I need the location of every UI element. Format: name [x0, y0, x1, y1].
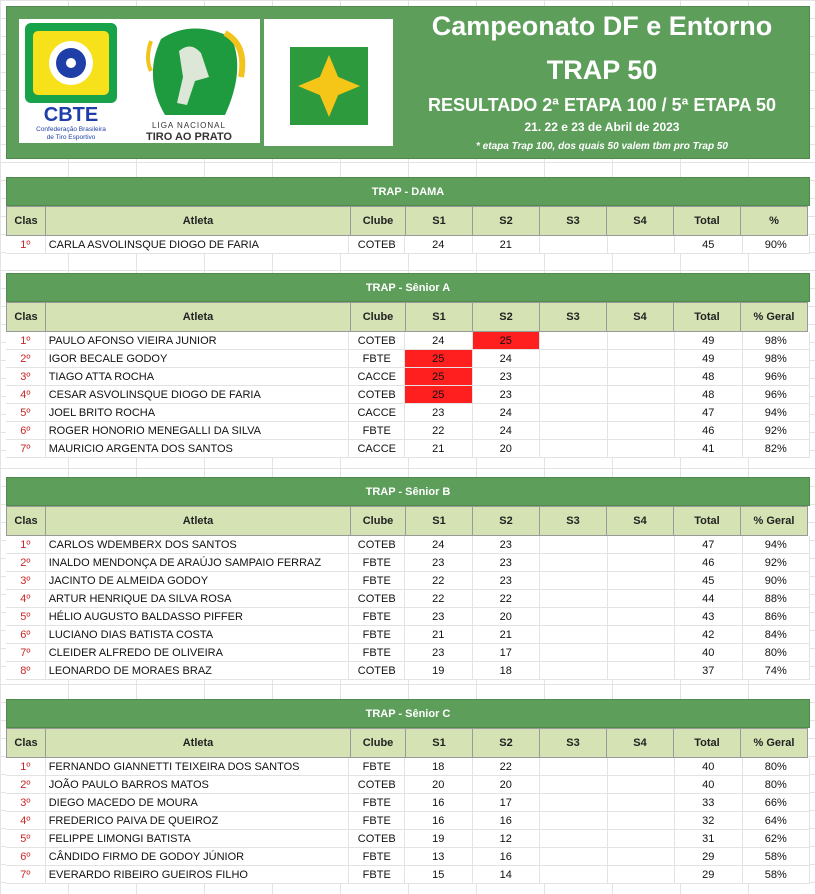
cell-s3[interactable] [540, 386, 608, 404]
cell-s1[interactable]: 20 [405, 776, 473, 794]
cell-athlete[interactable]: INALDO MENDONÇA DE ARAÚJO SAMPAIO FERRAZ [46, 554, 350, 572]
column-header-clas: Clas [6, 206, 46, 236]
column-header-s1: S1 [405, 206, 473, 236]
cell-s1[interactable]: 21 [405, 626, 473, 644]
table-header-row [6, 302, 810, 332]
column-header-percent: % [740, 206, 808, 236]
cell-s1[interactable]: 19 [405, 830, 473, 848]
cell-s4[interactable] [608, 812, 676, 830]
cell-percent[interactable]: 80% [743, 776, 811, 794]
cell-athlete[interactable]: TIAGO ATTA ROCHA [46, 368, 350, 386]
cell-club[interactable]: FBTE [349, 626, 405, 644]
cell-percent[interactable]: 74% [743, 662, 811, 680]
cell-s1[interactable]: 25 [405, 368, 473, 386]
cell-total[interactable]: 40 [675, 644, 743, 662]
column-header-percent: % Geral [740, 506, 808, 536]
table-row [6, 332, 810, 350]
cell-s2[interactable]: 20 [473, 776, 541, 794]
cell-total[interactable]: 45 [675, 572, 743, 590]
cell-total[interactable]: 32 [675, 812, 743, 830]
cell-athlete[interactable]: HÉLIO AUGUSTO BALDASSO PIFFER [46, 608, 350, 626]
cell-club[interactable]: CACCE [349, 404, 405, 422]
cell-s2[interactable]: 20 [473, 440, 541, 458]
cell-club[interactable]: COTEB [349, 776, 405, 794]
liga-logo [121, 19, 260, 143]
cell-total[interactable]: 29 [675, 866, 743, 884]
cell-percent[interactable]: 96% [743, 386, 811, 404]
cell-percent[interactable]: 82% [743, 440, 811, 458]
cell-s2[interactable]: 23 [473, 368, 541, 386]
cell-s4[interactable] [608, 830, 676, 848]
table-row [6, 422, 810, 440]
cell-clas[interactable]: 8º [6, 662, 46, 680]
cell-s2[interactable]: 24 [473, 404, 541, 422]
column-header-s1: S1 [405, 506, 473, 536]
column-header-s4: S4 [606, 506, 674, 536]
cell-club[interactable]: COTEB [349, 536, 405, 554]
column-header-s2: S2 [472, 506, 540, 536]
cell-s2[interactable]: 16 [473, 848, 541, 866]
cell-s1[interactable]: 16 [405, 794, 473, 812]
cell-s3[interactable] [540, 830, 608, 848]
cell-clas[interactable]: 4º [6, 590, 46, 608]
column-header-s4: S4 [606, 302, 674, 332]
cell-athlete[interactable]: JOÃO PAULO BARROS MATOS [46, 776, 350, 794]
cell-clas[interactable]: 6º [6, 848, 46, 866]
cell-club[interactable]: COTEB [349, 830, 405, 848]
table-row [6, 554, 810, 572]
column-header-total: Total [673, 728, 741, 758]
result-heading: RESULTADO 2ª ETAPA 100 / 5ª ETAPA 50 [427, 95, 777, 115]
column-header-club: Clube [350, 302, 406, 332]
cell-total[interactable]: 49 [675, 350, 743, 368]
cell-athlete[interactable]: CARLOS WDEMBERX DOS SANTOS [46, 536, 350, 554]
cell-percent[interactable]: 94% [743, 536, 811, 554]
cell-s4[interactable] [608, 350, 676, 368]
cell-s1[interactable]: 25 [405, 386, 473, 404]
cell-clas[interactable]: 4º [6, 812, 46, 830]
cell-percent[interactable]: 88% [743, 590, 811, 608]
cell-athlete[interactable]: CARLA ASVOLINSQUE DIOGO DE FARIA [46, 236, 350, 254]
cell-clas[interactable]: 1º [6, 236, 46, 254]
cell-s2[interactable]: 21 [473, 626, 541, 644]
cell-s1[interactable]: 22 [405, 422, 473, 440]
cell-s2[interactable]: 12 [473, 830, 541, 848]
results-section [6, 477, 810, 680]
table-row [6, 794, 810, 812]
cell-s4[interactable] [608, 758, 676, 776]
cbte-abbr: CBTE [43, 104, 99, 126]
column-header-s3: S3 [539, 506, 607, 536]
cell-s2[interactable]: 22 [473, 758, 541, 776]
cell-s4[interactable] [608, 368, 676, 386]
cell-total[interactable]: 31 [675, 830, 743, 848]
cell-s3[interactable] [540, 794, 608, 812]
table-row [6, 812, 810, 830]
cell-club[interactable]: COTEB [349, 332, 405, 350]
cell-s3[interactable] [540, 332, 608, 350]
cell-club[interactable]: FBTE [349, 794, 405, 812]
cell-club[interactable]: FBTE [349, 644, 405, 662]
column-header-club: Clube [350, 506, 406, 536]
cell-s1[interactable]: 25 [405, 350, 473, 368]
cell-s4[interactable] [608, 866, 676, 884]
cell-s4[interactable] [608, 332, 676, 350]
column-header-percent: % Geral [740, 302, 808, 332]
event-date: 21. 22 e 23 de Abril de 2023 [524, 120, 680, 134]
column-header-s2: S2 [472, 302, 540, 332]
cell-s4[interactable] [608, 644, 676, 662]
results-section [6, 177, 810, 254]
cell-percent[interactable]: 64% [743, 812, 811, 830]
cell-club[interactable]: FBTE [349, 866, 405, 884]
cell-club[interactable]: COTEB [349, 662, 405, 680]
cell-total[interactable]: 43 [675, 608, 743, 626]
column-header-athlete: Atleta [45, 506, 351, 536]
cell-clas[interactable]: 2º [6, 776, 46, 794]
cell-s2[interactable]: 18 [473, 662, 541, 680]
cell-s1[interactable]: 19 [405, 662, 473, 680]
page-title: Campeonato DF e Entorno [431, 11, 773, 41]
cell-s3[interactable] [540, 608, 608, 626]
cell-s1[interactable]: 22 [405, 572, 473, 590]
cell-s3[interactable] [540, 758, 608, 776]
cell-athlete[interactable]: FERNANDO GIANNETTI TEIXEIRA DOS SANTOS [46, 758, 350, 776]
cell-clas[interactable]: 7º [6, 644, 46, 662]
cell-s4[interactable] [608, 536, 676, 554]
cell-athlete[interactable]: IGOR BECALE GODOY [46, 350, 350, 368]
cell-athlete[interactable]: JACINTO DE ALMEIDA GODOY [46, 572, 350, 590]
table-row [6, 758, 810, 776]
column-header-s2: S2 [472, 728, 540, 758]
cell-clas[interactable]: 7º [6, 440, 46, 458]
cell-total[interactable]: 29 [675, 848, 743, 866]
cell-athlete[interactable]: ROGER HONORIO MENEGALLI DA SILVA [46, 422, 350, 440]
cell-clas[interactable]: 3º [6, 794, 46, 812]
cell-s4[interactable] [608, 608, 676, 626]
cell-total[interactable]: 45 [675, 236, 743, 254]
cell-s4[interactable] [608, 554, 676, 572]
cbte-line1: Confederação Brasileira [36, 126, 106, 133]
cell-s4[interactable] [608, 590, 676, 608]
cell-athlete[interactable]: PAULO AFONSO VIEIRA JUNIOR [46, 332, 350, 350]
cell-percent[interactable]: 98% [743, 350, 811, 368]
cell-s3[interactable] [540, 662, 608, 680]
column-header-athlete: Atleta [45, 302, 351, 332]
cell-clas[interactable]: 4º [6, 386, 46, 404]
table-row [6, 866, 810, 884]
liga-logo-icon [121, 19, 260, 143]
column-header-s4: S4 [606, 206, 674, 236]
cell-s4[interactable] [608, 422, 676, 440]
cell-percent[interactable]: 62% [743, 830, 811, 848]
table-row [6, 368, 810, 386]
cell-clas[interactable]: 3º [6, 572, 46, 590]
liga-line2: TIRO AO PRATO [146, 131, 232, 143]
cell-s1[interactable]: 16 [405, 812, 473, 830]
cell-s3[interactable] [540, 866, 608, 884]
column-header-club: Clube [350, 206, 406, 236]
cell-clas[interactable]: 2º [6, 554, 46, 572]
cell-percent[interactable]: 90% [743, 236, 811, 254]
cell-total[interactable]: 46 [675, 554, 743, 572]
cell-s4[interactable] [608, 404, 676, 422]
cell-club[interactable]: FBTE [349, 812, 405, 830]
cbte-logo-icon [19, 19, 123, 143]
column-header-s3: S3 [539, 728, 607, 758]
cell-s3[interactable] [540, 440, 608, 458]
cell-athlete[interactable]: JOEL BRITO ROCHA [46, 404, 350, 422]
cell-s4[interactable] [608, 440, 676, 458]
table-row [6, 350, 810, 368]
cell-clas[interactable]: 1º [6, 758, 46, 776]
category-title: TRAP - Sênior A [6, 273, 810, 302]
liga-line1: LIGA NACIONAL [152, 121, 226, 130]
cell-percent[interactable]: 96% [743, 368, 811, 386]
cell-clas[interactable]: 1º [6, 332, 46, 350]
cell-athlete[interactable]: ARTUR HENRIQUE DA SILVA ROSA [46, 590, 350, 608]
cell-s2[interactable]: 17 [473, 644, 541, 662]
column-header-total: Total [673, 206, 741, 236]
cell-athlete[interactable]: LEONARDO DE MORAES BRAZ [46, 662, 350, 680]
column-header-s3: S3 [539, 302, 607, 332]
column-header-percent: % Geral [740, 728, 808, 758]
cell-percent[interactable]: 90% [743, 572, 811, 590]
cell-club[interactable]: FBTE [349, 572, 405, 590]
cell-s3[interactable] [540, 776, 608, 794]
cell-total[interactable]: 41 [675, 440, 743, 458]
table-row [6, 644, 810, 662]
table-row [6, 608, 810, 626]
cell-percent[interactable]: 86% [743, 608, 811, 626]
cbte-line2: de Tiro Esportivo [46, 134, 96, 141]
cell-s2[interactable]: 23 [473, 554, 541, 572]
table-row [6, 626, 810, 644]
cell-s3[interactable] [540, 572, 608, 590]
cell-total[interactable]: 42 [675, 626, 743, 644]
cbte-logo [19, 19, 123, 143]
cell-club[interactable]: COTEB [349, 590, 405, 608]
cell-clas[interactable]: 6º [6, 626, 46, 644]
cell-s1[interactable]: 22 [405, 590, 473, 608]
cell-total[interactable]: 44 [675, 590, 743, 608]
cell-s4[interactable] [608, 794, 676, 812]
cell-percent[interactable]: 94% [743, 404, 811, 422]
cell-s1[interactable]: 13 [405, 848, 473, 866]
column-header-athlete: Atleta [45, 206, 351, 236]
cell-s2[interactable]: 21 [473, 236, 541, 254]
cell-s1[interactable]: 23 [405, 554, 473, 572]
distrito-federal-flag-icon [264, 19, 393, 146]
table-row [6, 662, 810, 680]
cell-s4[interactable] [608, 776, 676, 794]
cell-s2[interactable]: 23 [473, 572, 541, 590]
cell-athlete[interactable]: CÂNDIDO FIRMO DE GODOY JÚNIOR [46, 848, 350, 866]
event-note: * etapa Trap 100, dos quais 50 valem tbm pro Trap 50 [476, 141, 728, 152]
cell-athlete[interactable]: CLEIDER ALFREDO DE OLIVEIRA [46, 644, 350, 662]
cell-s4[interactable] [608, 572, 676, 590]
cell-s4[interactable] [608, 386, 676, 404]
cell-s2[interactable]: 23 [473, 386, 541, 404]
category-title: TRAP - Sênior B [6, 477, 810, 506]
cell-s2[interactable]: 25 [473, 332, 541, 350]
cell-total[interactable]: 37 [675, 662, 743, 680]
column-header-s4: S4 [606, 728, 674, 758]
cell-s3[interactable] [540, 536, 608, 554]
table-row [6, 536, 810, 554]
cell-club[interactable]: FBTE [349, 608, 405, 626]
cell-s2[interactable]: 17 [473, 794, 541, 812]
table-row [6, 440, 810, 458]
cell-s3[interactable] [540, 422, 608, 440]
cell-s4[interactable] [608, 848, 676, 866]
cell-club[interactable]: FBTE [349, 758, 405, 776]
cell-s1[interactable]: 24 [405, 536, 473, 554]
cell-athlete[interactable]: CESAR ASVOLINSQUE DIOGO DE FARIA [46, 386, 350, 404]
cell-percent[interactable]: 98% [743, 332, 811, 350]
column-header-total: Total [673, 506, 741, 536]
column-header-s1: S1 [405, 728, 473, 758]
cell-athlete[interactable]: DIEGO MACEDO DE MOURA [46, 794, 350, 812]
cell-club[interactable]: FBTE [349, 422, 405, 440]
column-header-clas: Clas [6, 728, 46, 758]
cell-percent[interactable]: 58% [743, 866, 811, 884]
category-title: TRAP - DAMA [6, 177, 810, 206]
results-section [6, 699, 810, 884]
table-header-row [6, 506, 810, 536]
page-subtitle: TRAP 50 [546, 55, 658, 85]
cell-athlete[interactable]: MAURICIO ARGENTA DOS SANTOS [46, 440, 350, 458]
cell-clas[interactable]: 7º [6, 866, 46, 884]
cell-s3[interactable] [540, 848, 608, 866]
cell-percent[interactable]: 84% [743, 626, 811, 644]
table-row [6, 386, 810, 404]
column-header-s2: S2 [472, 206, 540, 236]
cell-s2[interactable]: 20 [473, 608, 541, 626]
df-flag-logo [264, 19, 393, 146]
cell-total[interactable]: 49 [675, 332, 743, 350]
cell-s3[interactable] [540, 350, 608, 368]
cell-total[interactable]: 47 [675, 536, 743, 554]
cell-clas[interactable]: 3º [6, 368, 46, 386]
cell-s3[interactable] [540, 812, 608, 830]
cell-s1[interactable]: 21 [405, 440, 473, 458]
cell-clas[interactable]: 6º [6, 422, 46, 440]
cell-s3[interactable] [540, 404, 608, 422]
column-header-clas: Clas [6, 506, 46, 536]
column-header-s1: S1 [405, 302, 473, 332]
header-banner [6, 6, 810, 159]
cell-percent[interactable]: 66% [743, 794, 811, 812]
cell-athlete[interactable]: FREDERICO PAIVA DE QUEIROZ [46, 812, 350, 830]
cell-s1[interactable]: 24 [405, 236, 473, 254]
cell-club[interactable]: FBTE [349, 848, 405, 866]
cell-s2[interactable]: 24 [473, 422, 541, 440]
cell-s3[interactable] [540, 554, 608, 572]
cell-percent[interactable]: 92% [743, 422, 811, 440]
cell-s1[interactable]: 23 [405, 644, 473, 662]
cell-percent[interactable]: 80% [743, 758, 811, 776]
cell-s4[interactable] [608, 626, 676, 644]
column-header-clas: Clas [6, 302, 46, 332]
cell-s1[interactable]: 23 [405, 404, 473, 422]
cell-clas[interactable]: 5º [6, 830, 46, 848]
table-row [6, 572, 810, 590]
column-header-athlete: Atleta [45, 728, 351, 758]
cell-s3[interactable] [540, 590, 608, 608]
cell-club[interactable]: COTEB [349, 236, 405, 254]
cell-club[interactable]: CACCE [349, 368, 405, 386]
cell-percent[interactable]: 58% [743, 848, 811, 866]
cell-club[interactable]: COTEB [349, 386, 405, 404]
cell-club[interactable]: FBTE [349, 554, 405, 572]
cell-clas[interactable]: 5º [6, 608, 46, 626]
results-section [6, 273, 810, 458]
category-title: TRAP - Sênior C [6, 699, 810, 728]
cell-athlete[interactable]: FELIPPE LIMONGI BATISTA [46, 830, 350, 848]
cell-percent[interactable]: 92% [743, 554, 811, 572]
cell-total[interactable]: 48 [675, 386, 743, 404]
cell-s3[interactable] [540, 626, 608, 644]
cell-s2[interactable]: 22 [473, 590, 541, 608]
cell-s4[interactable] [608, 662, 676, 680]
cell-total[interactable]: 33 [675, 794, 743, 812]
table-row [6, 404, 810, 422]
cell-total[interactable]: 48 [675, 368, 743, 386]
cell-s3[interactable] [540, 236, 608, 254]
cell-s2[interactable]: 16 [473, 812, 541, 830]
table-row [6, 236, 810, 254]
cell-s1[interactable]: 18 [405, 758, 473, 776]
cell-clas[interactable]: 2º [6, 350, 46, 368]
cell-total[interactable]: 40 [675, 776, 743, 794]
column-header-total: Total [673, 302, 741, 332]
cell-club[interactable]: FBTE [349, 350, 405, 368]
column-header-s3: S3 [539, 206, 607, 236]
table-header-row [6, 206, 810, 236]
table-row [6, 830, 810, 848]
cell-total[interactable]: 46 [675, 422, 743, 440]
cell-clas[interactable]: 1º [6, 536, 46, 554]
table-row [6, 590, 810, 608]
cell-s2[interactable]: 14 [473, 866, 541, 884]
cell-total[interactable]: 47 [675, 404, 743, 422]
cell-percent[interactable]: 80% [743, 644, 811, 662]
cell-s4[interactable] [608, 236, 676, 254]
cell-s3[interactable] [540, 644, 608, 662]
cell-s3[interactable] [540, 368, 608, 386]
cell-athlete[interactable]: LUCIANO DIAS BATISTA COSTA [46, 626, 350, 644]
cell-club[interactable]: CACCE [349, 440, 405, 458]
column-header-club: Clube [350, 728, 406, 758]
cell-s1[interactable]: 15 [405, 866, 473, 884]
cell-total[interactable]: 40 [675, 758, 743, 776]
table-row [6, 848, 810, 866]
table-header-row [6, 728, 810, 758]
cell-s1[interactable]: 23 [405, 608, 473, 626]
cell-s1[interactable]: 24 [405, 332, 473, 350]
table-row [6, 776, 810, 794]
cell-s2[interactable]: 24 [473, 350, 541, 368]
cell-athlete[interactable]: EVERARDO RIBEIRO GUEIROS FILHO [46, 866, 350, 884]
cell-s2[interactable]: 23 [473, 536, 541, 554]
cell-clas[interactable]: 5º [6, 404, 46, 422]
